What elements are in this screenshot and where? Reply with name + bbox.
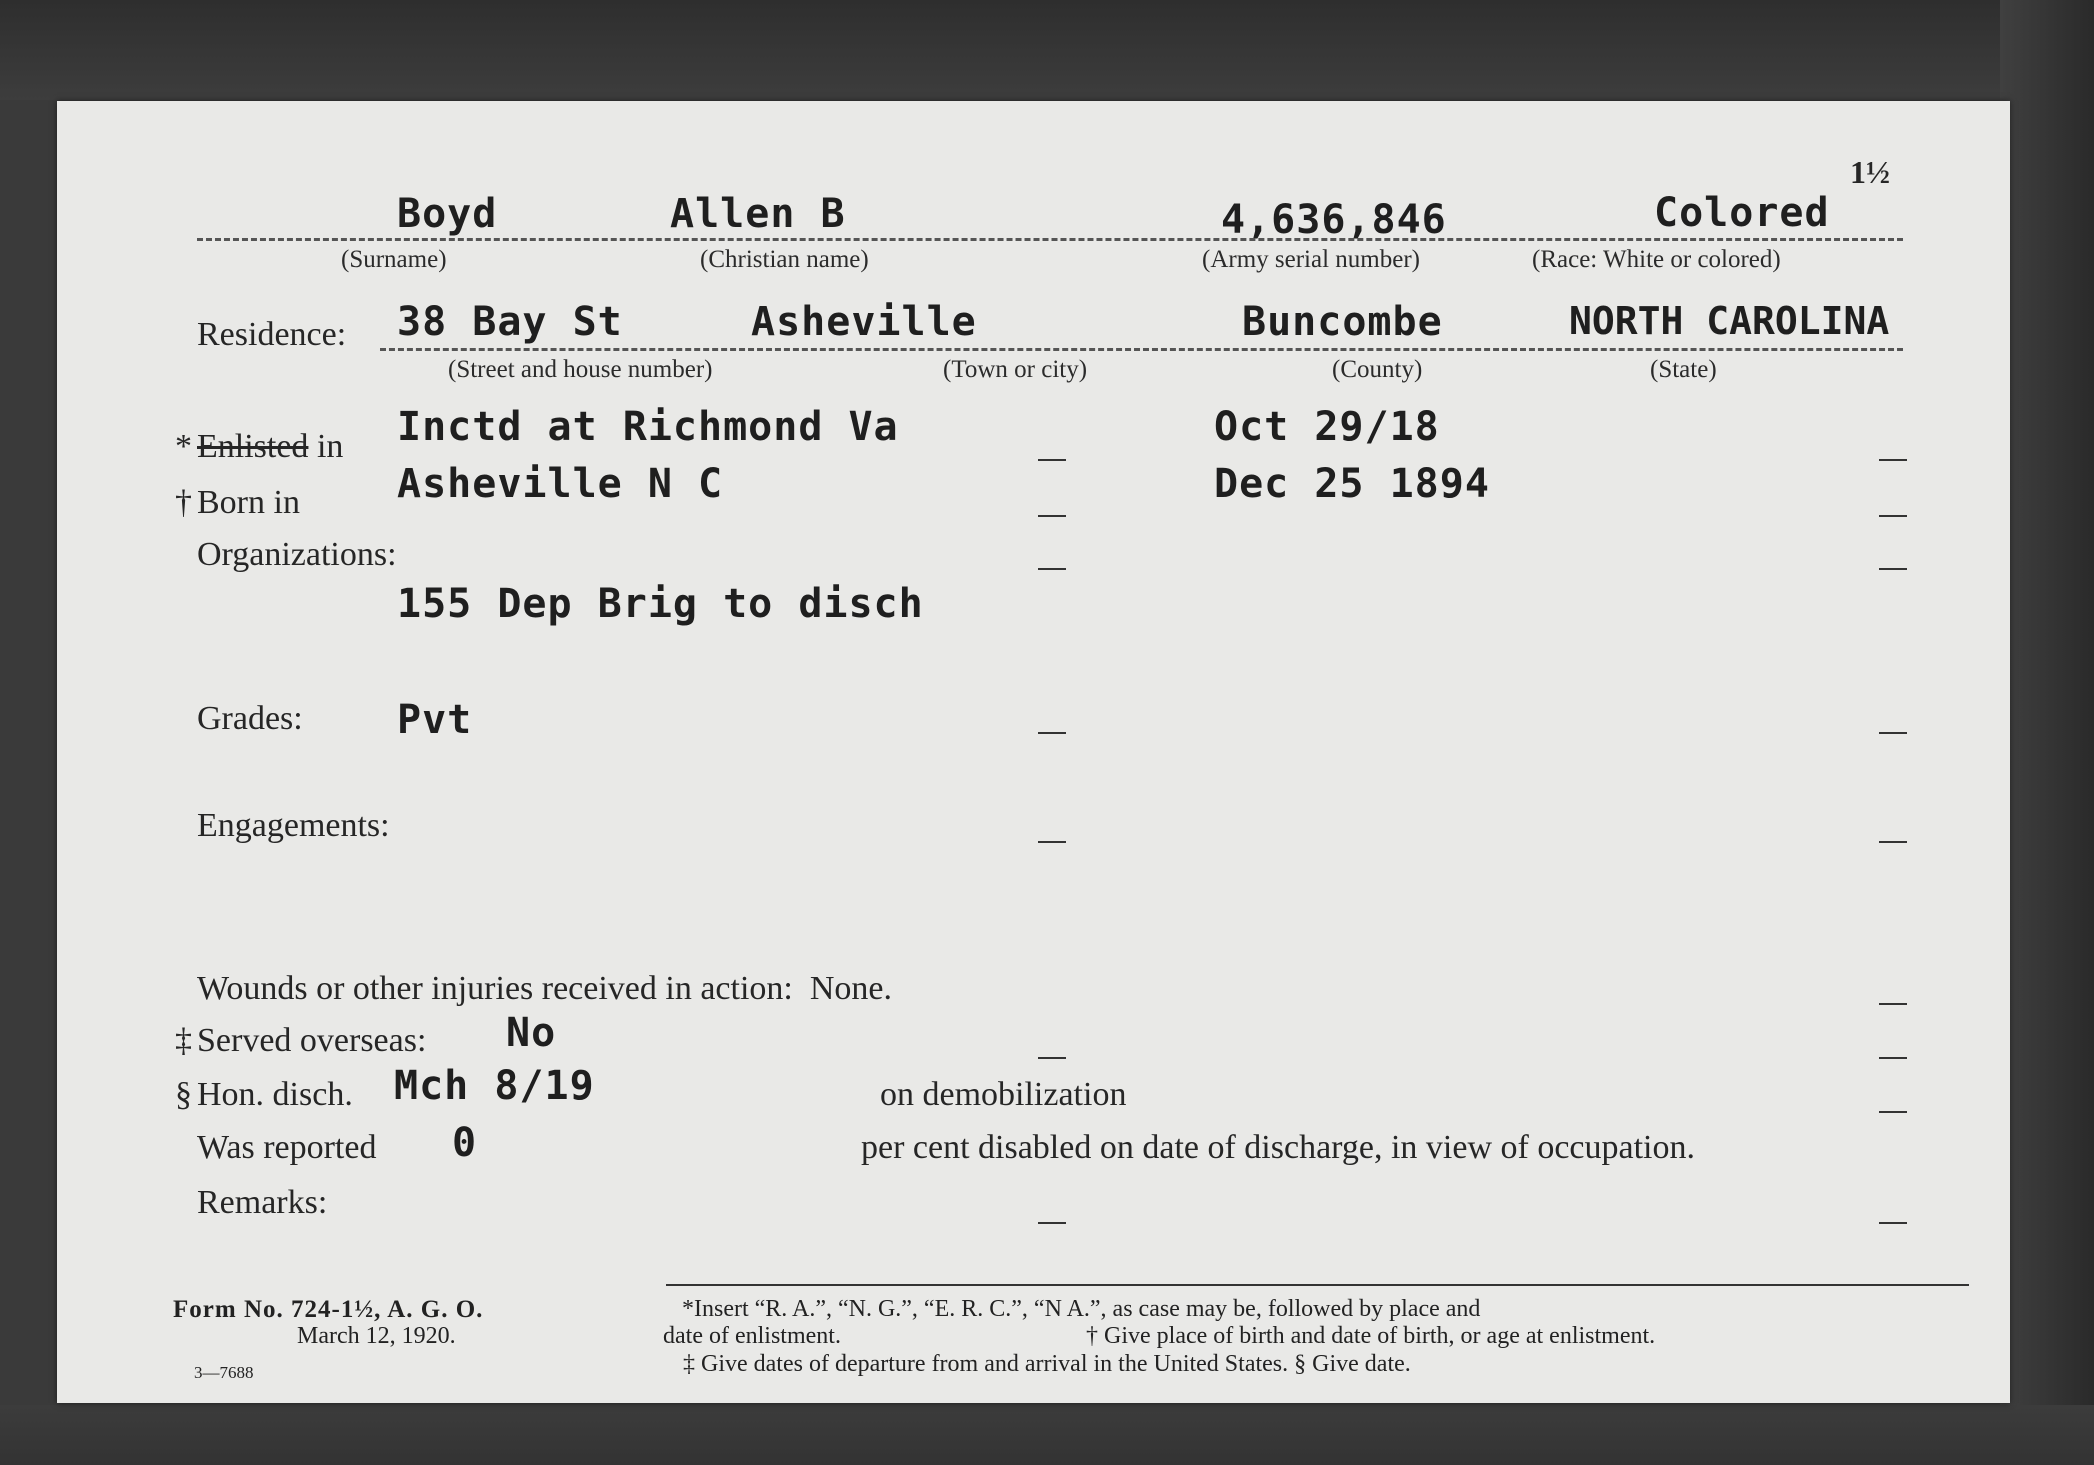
grades-dash-right	[1879, 732, 1907, 734]
remarks-dash-right	[1879, 1222, 1907, 1224]
print-code: 3—7688	[194, 1363, 254, 1382]
remarks-label: Remarks:	[197, 1184, 328, 1221]
overseas-dash-right	[1879, 1057, 1907, 1059]
engagements-label: Engagements:	[197, 807, 390, 844]
organizations-dash-middle	[1038, 568, 1066, 570]
form-date: March 12, 1920.	[297, 1323, 456, 1349]
enlisted-struck-word: Enlisted	[197, 428, 309, 465]
service-record-card	[57, 101, 2010, 1403]
race-caption: (Race: White or colored)	[1532, 246, 1781, 273]
discharge-label: Hon. disch.	[197, 1076, 353, 1113]
organizations-label: Organizations:	[197, 536, 397, 573]
discharge-date-value: Mch 8/19	[394, 1063, 595, 1109]
race-value: Colored	[1654, 190, 1830, 236]
born-place-value: Asheville N C	[397, 461, 724, 507]
serial-number-value: 4,636,846	[1221, 197, 1447, 243]
remarks-dash-middle	[1038, 1222, 1066, 1224]
enlisted-dash-middle	[1038, 459, 1066, 461]
overseas-label: Served overseas:	[197, 1022, 427, 1059]
state-caption: (State)	[1650, 356, 1717, 383]
christian-name-caption: (Christian name)	[700, 246, 869, 273]
grades-dash-middle	[1038, 732, 1066, 734]
organizations-value: 155 Dep Brig to disch	[397, 581, 924, 627]
organizations-dash-right	[1879, 568, 1907, 570]
footnote-birth: † Give place of birth and date of birth, or age at enlistment.	[1086, 1323, 1656, 1349]
town-value: Asheville	[751, 299, 977, 345]
corner-mark: 1½	[1850, 154, 1890, 190]
state-value: NORTH CAROLINA	[1569, 299, 1890, 343]
grades-label: Grades:	[197, 700, 303, 737]
disability-value: 0	[452, 1120, 478, 1166]
overseas-value: No	[506, 1010, 557, 1056]
street-caption: (Street and house number)	[448, 356, 713, 383]
form-number: Form No. 724-1½, A. G. O.	[173, 1296, 484, 1323]
engagements-dash-middle	[1038, 841, 1066, 843]
born-date-value: Dec 25 1894	[1214, 461, 1490, 507]
county-caption: (County)	[1332, 356, 1423, 383]
born-dash-right	[1879, 515, 1907, 517]
enlisted-label	[197, 428, 343, 466]
enlisted-footnote-mark: *	[175, 428, 192, 465]
header-dotted-line	[197, 238, 1903, 241]
wounds-dash-right	[1879, 1003, 1907, 1005]
residence-label: Residence:	[197, 316, 347, 353]
overseas-footnote-mark: ‡	[175, 1022, 192, 1059]
born-dash-middle	[1038, 515, 1066, 517]
enlisted-in-word: in	[316, 428, 344, 465]
footnote-enlistment-cont: date of enlistment.	[663, 1323, 841, 1349]
residence-dotted-line	[380, 348, 1903, 351]
christian-name-value: Allen B	[670, 191, 846, 237]
overseas-dash-middle	[1038, 1057, 1066, 1059]
born-footnote-mark: †	[175, 484, 192, 521]
wounds-label	[197, 970, 892, 1008]
footnote-enlistment: *Insert “R. A.”, “N. G.”, “E. R. C.”, “N A.”, as case may be, followed by place and	[682, 1296, 1481, 1322]
town-caption: (Town or city)	[943, 356, 1088, 383]
scan-background-right	[2000, 0, 2094, 1465]
disability-label: Was reported	[197, 1129, 377, 1166]
born-label: Born in	[197, 484, 300, 521]
serial-number-caption: (Army serial number)	[1202, 246, 1420, 273]
surname-value: Boyd	[397, 191, 498, 237]
surname-caption: (Surname)	[341, 246, 447, 273]
disability-suffix: per cent disabled on date of discharge, in view of occupation.	[861, 1129, 1695, 1166]
street-value: 38 Bay St	[397, 299, 623, 345]
engagements-dash-right	[1879, 841, 1907, 843]
footnote-overseas-dates: ‡ Give dates of departure from and arrival in the United States. § Give date.	[683, 1351, 1411, 1377]
enlisted-dash-right	[1879, 459, 1907, 461]
discharge-dash-right	[1879, 1111, 1907, 1113]
county-value: Buncombe	[1242, 299, 1443, 345]
grades-value: Pvt	[397, 697, 473, 743]
scan-background-bottom	[0, 1405, 2094, 1465]
enlisted-date-value: Oct 29/18	[1214, 404, 1440, 450]
scan-background-top	[0, 0, 2094, 100]
wounds-label-text: Wounds or other injuries received in action:	[197, 970, 793, 1007]
discharge-footnote-mark: §	[175, 1076, 192, 1113]
discharge-reason: on demobilization	[880, 1076, 1127, 1113]
wounds-value: None.	[809, 970, 893, 1007]
enlisted-place-value: Inctd at Richmond Va	[397, 404, 899, 450]
footer-rule	[666, 1284, 1969, 1286]
